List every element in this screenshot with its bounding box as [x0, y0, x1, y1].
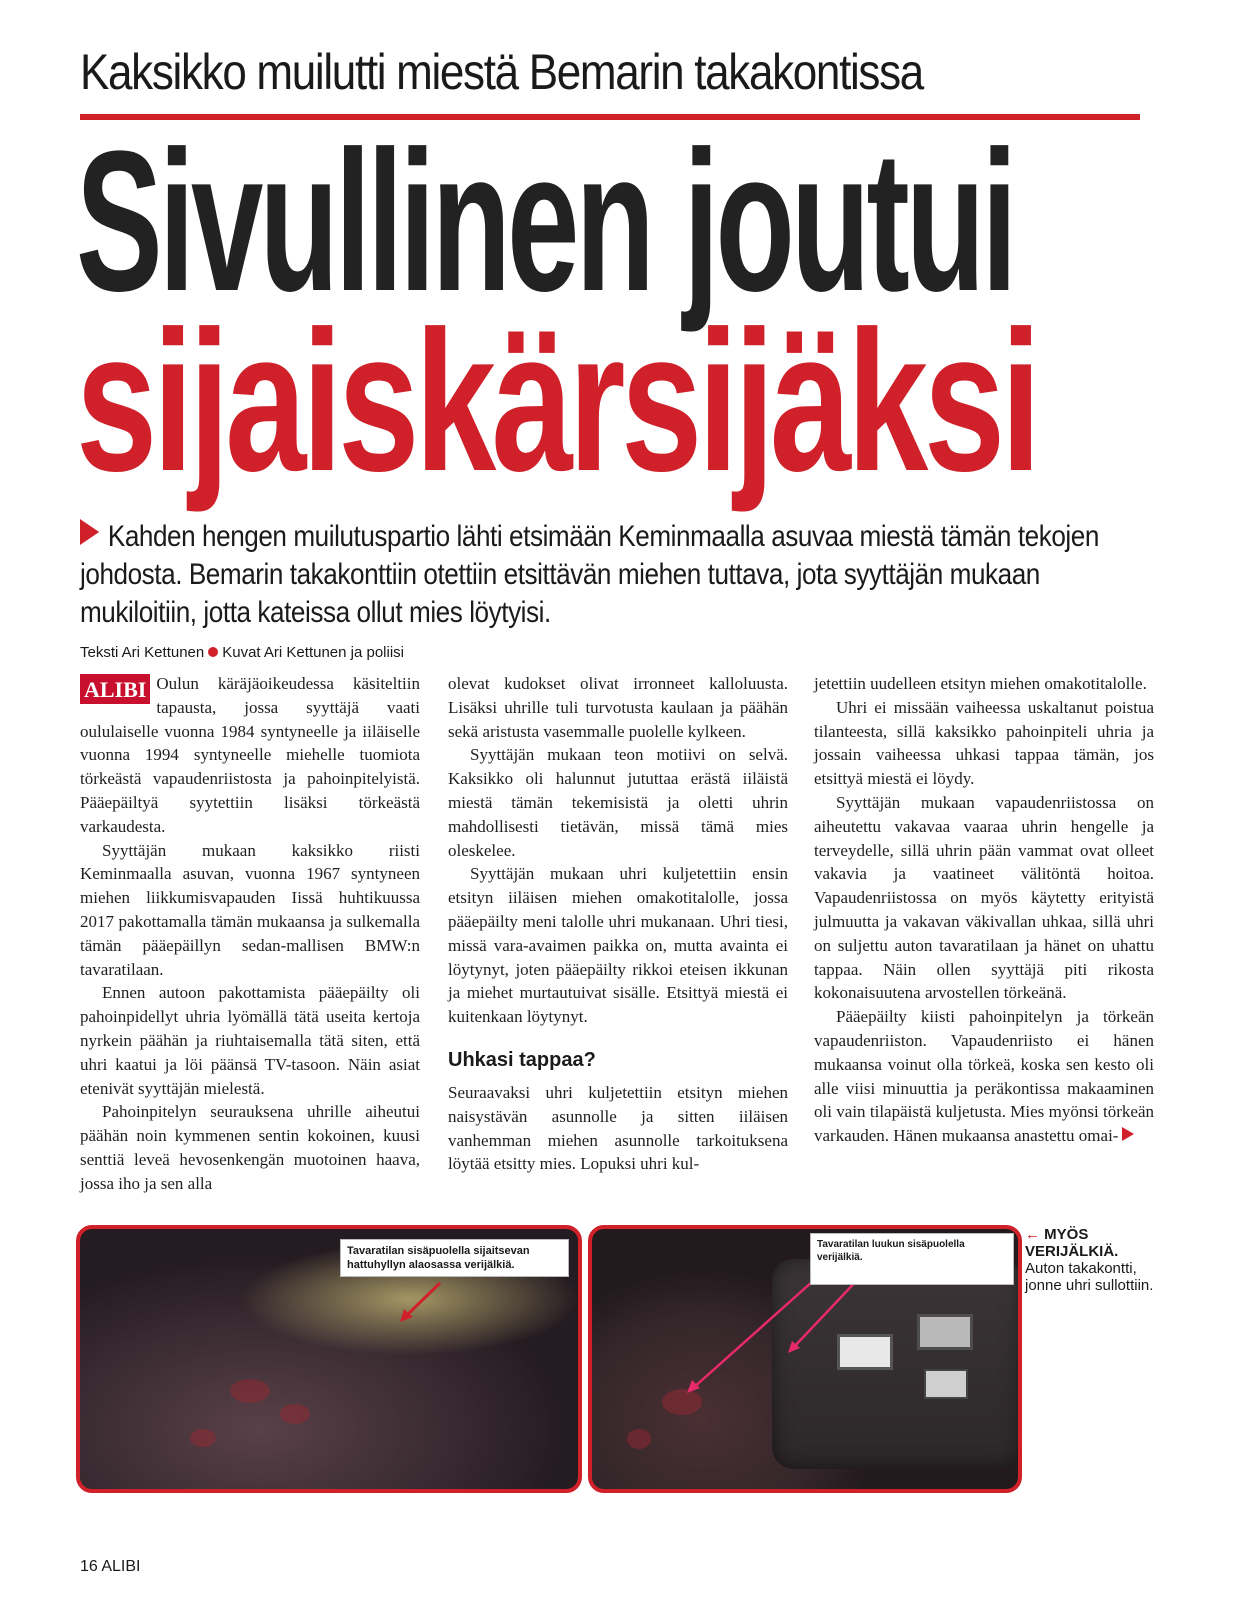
- body-paragraph: Ennen autoon pakottamista pääepäilty oli pahoinpidellyt uhria lyömällä tätä useita kertoja nyrkein päähän ja riuhtaisemalla tätä siten, että uhri kaatui ja löi päänsä TV-tasoon. Näin asiat etenivät syyttäjän mielestä.: [80, 983, 420, 1098]
- photo-trunk-shelf: [76, 1225, 582, 1493]
- subheading: Uhkasi tappaa?: [448, 1048, 596, 1071]
- body-paragraph: Syyttäjän mukaan kaksikko riisti Keminmaalla asuvan, vuonna 1967 syntyneen miehen liikkumisvapauden Iissä huhtikuussa 2017 pakottamalla tämän mukaansa ja sulkemalla tämän pääepäillyn sedan-mallisen BMW:n tavaratilaan.: [80, 840, 420, 979]
- lead-text: Kahden hengen muilutuspartio lähti etsimään Keminmaalla asuvaa miestä tämän tekojen johdosta. Bemarin takakonttiin otettiin etsittävän miehen tuttava, jota syyttäjän mukaan mukiloitiin, jotta kateissa ollut mies löytyisi.: [80, 520, 1099, 629]
- body-paragraph: [80, 672, 420, 839]
- body-column-1: [80, 672, 420, 1196]
- byline: [80, 644, 404, 661]
- photo-callout-2: Tavaratilan luukun sisäpuolella verijälkiä.: [810, 1233, 1014, 1285]
- side-caption: [1025, 1226, 1165, 1294]
- body-column-2: [448, 672, 788, 1176]
- continue-triangle-icon: [1122, 1127, 1134, 1141]
- side-caption-title: MYÖS VERIJÄLKIÄ.: [1025, 1226, 1119, 1260]
- alibi-badge: ALIBI: [80, 674, 150, 704]
- body-paragraph: Uhri ei missään vaiheessa uskaltanut poistua tilanteesta, sillä kaksikko pahoinpiteli uhria ja jossain vaiheessa uhkasi tappaa tämän, jos etsittyä miestä ei löydy.: [814, 697, 1154, 789]
- byline-photos: Kuvat Ari Kettunen ja poliisi: [222, 644, 405, 661]
- body-paragraph: jetettiin uudelleen etsityn miehen omakotitalolle.: [814, 674, 1147, 693]
- headline-line-1: Sivullinen joutui: [76, 110, 1014, 333]
- kicker: Kaksikko muilutti miestä Bemarin takakontissa: [80, 44, 923, 100]
- left-arrow-icon: ←: [1025, 1226, 1040, 1243]
- lead-paragraph: [80, 518, 1141, 632]
- page-folio: 16 ALIBI: [80, 1558, 141, 1575]
- body-paragraph: Syyttäjän mukaan uhri kuljetettiin ensin etsityn iiläisen miehen omakotitalolle, jossa pääepäilty meni talolle uhri mukanaan. Uhri tiesi, missä vara-avaimen paikka on, mutta avainta ei löytynyt, joten pääepäilty rikkoi eteisen ikkunan ja miehet murtautuivat sisälle. Etsittyä miestä ei kuitenkaan löytynyt.: [448, 864, 788, 1027]
- body-paragraph: Syyttäjän mukaan vapaudenriistossa on aiheutettu vakavaa vaaraa uhrin hengelle ja terveydelle, sillä uhrin pään vammat ovat olleet vakavia ja vaatineet välitöntä hoitoa. Vapaudenriistossa on myös käytetty erityistä julmuutta ja vakavan väkivallan uhkaa, sillä uhri on suljettu auton tavaratilaan ja hänet on uhattu tappaa. Näin ollen syyttäjä piti rikosta kokonaisuutena arvostellen törkeänä.: [814, 792, 1154, 1003]
- bullet-dot-icon: [208, 647, 218, 657]
- lead-triangle-icon: [80, 519, 99, 545]
- body-paragraph: Seuraavaksi uhri kuljetettiin etsityn miehen naisystävän asunnolle ja sitten iiläisen vanhemman miehen asunnolle tarkoituksena löytää etsitty mies. Lopuksi uhri kul-: [448, 1082, 788, 1174]
- byline-author: Teksti Ari Kettunen: [80, 644, 205, 661]
- photo-trunk-lid: [588, 1225, 1022, 1493]
- body-paragraph: Syyttäjän mukaan teon motiivi on selvä. Kaksikko oli halunnut jututtaa erästä iiläistä miestä tämän tekemisistä ja oletti uhrin mahdollisesti tietävän, missä tämä mies oleskelee.: [448, 745, 788, 860]
- photo-callout-1: Tavaratilan sisäpuolella sijaitsevan hattuhyllyn alaosassa verijälkiä.: [340, 1239, 569, 1277]
- body-paragraph: [814, 1005, 1154, 1148]
- headline-line-2: sijaiskärsijäksi: [76, 290, 1037, 513]
- paragraph-text: Pääepäilty kiisti pahoinpitelyn ja törkeän vapaudenriiston. Vapaudenriisto ei hänen mukaansa voinut olla törkeä, koska sen kesto oli alle viisi minuuttia ja peräkontissa makaaminen oli vain tilapäistä kuljetusta. Mies myönsi törkeän varkauden. Hänen mukaansa anastettu omai-: [814, 1007, 1154, 1146]
- paragraph-text: Oulun käräjäoikeudessa käsiteltiin tapausta, jossa syyttäjä vaati oululaiselle vuonna 1984 syntyneelle ja iiläiselle vuonna 1994 syntyneelle miehelle tuomiota törkeästä vapaudenriistosta ja pahoinpitelyistä. Pääepäiltyä syytettiin lisäksi törkeästä varkaudesta.: [80, 674, 420, 836]
- body-column-3: [814, 672, 1154, 1148]
- side-caption-text: Auton takakontti, jonne uhri sullottiin.: [1025, 1260, 1154, 1294]
- body-paragraph: Pahoinpitelyn seurauksena uhrille aiheutui päähän noin kymmenen sentin kokoinen, kuusi senttiä leveä hevosenkengän muotoinen haava, jossa iho ja sen alla: [80, 1102, 420, 1193]
- body-paragraph: olevat kudokset olivat irronneet kalloluusta. Lisäksi uhrille tuli turvotusta kaulaan ja päähän sekä aristusta vasemmalle puolelle kylkeen.: [448, 674, 788, 741]
